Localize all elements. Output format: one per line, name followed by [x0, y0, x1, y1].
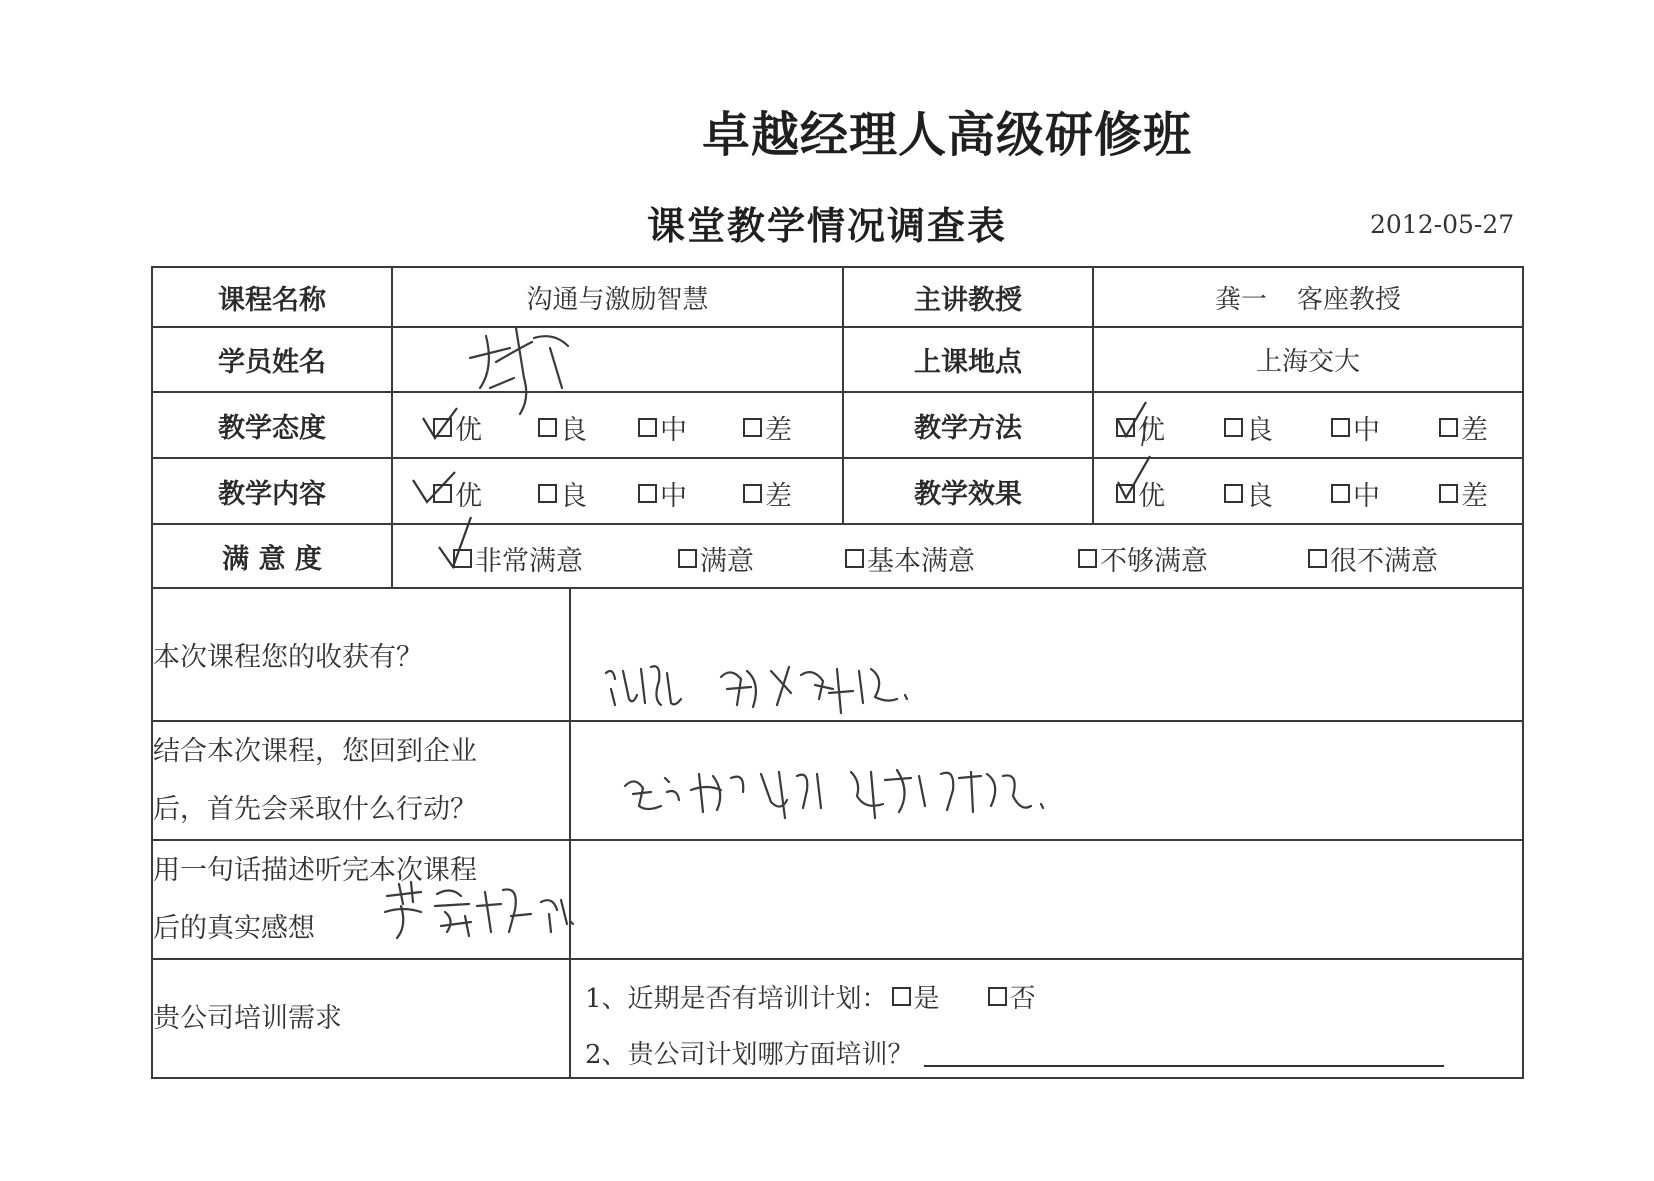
action-row [152, 721, 1523, 840]
training-area-input[interactable] [924, 1039, 1444, 1067]
feeling-row [152, 840, 1523, 959]
action-question [152, 721, 570, 840]
attitude-method-row [152, 392, 1523, 458]
training-plan-question [585, 978, 1036, 1015]
training-row [152, 959, 1523, 1078]
feeling-question-line2: 后的真实感想 [153, 912, 315, 944]
content-option-excellent[interactable]: 优 [433, 474, 482, 513]
checkbox[interactable] [1439, 418, 1458, 437]
student-row [152, 327, 1523, 392]
satisfaction-row [152, 524, 1523, 588]
action-answer-field[interactable] [570, 721, 1523, 840]
survey-table [151, 266, 1524, 1079]
training-answer-field [570, 959, 1523, 1078]
checkbox[interactable] [1116, 418, 1135, 437]
satisfaction-option-not-satisfied[interactable]: 不够满意 [1078, 539, 1208, 578]
satisfaction-label: 满 意 度 [152, 524, 392, 588]
satisfaction-option-very-satisfied[interactable]: 非常满意 [453, 539, 583, 578]
checkbox[interactable] [988, 987, 1007, 1006]
checkbox[interactable] [1078, 549, 1097, 568]
satisfaction-option-satisfied[interactable]: 满意 [678, 539, 754, 578]
checkbox[interactable] [1224, 484, 1243, 503]
professor-name: 龚一 [1215, 284, 1268, 315]
attitude-option-poor[interactable]: 差 [743, 408, 792, 447]
checkbox[interactable] [892, 987, 911, 1006]
attitude-option-fair[interactable]: 中 [638, 408, 687, 447]
checkbox[interactable] [1439, 484, 1458, 503]
checkbox[interactable] [453, 549, 472, 568]
location-value: 上海交大 [1093, 327, 1523, 392]
checkbox[interactable] [845, 549, 864, 568]
effect-option-excellent[interactable]: 优 [1116, 474, 1165, 513]
gain-question: 本次课程您的收获有？ [152, 588, 570, 721]
handwriting-action [621, 762, 1131, 832]
handwriting-gain [601, 659, 941, 719]
training-need-label: 贵公司培训需求 [152, 959, 570, 1078]
effect-option-good[interactable]: 良 [1224, 474, 1273, 513]
checkbox[interactable] [1308, 549, 1327, 568]
content-option-good[interactable]: 良 [538, 474, 587, 513]
method-option-poor[interactable]: 差 [1439, 408, 1488, 447]
checkbox[interactable] [1116, 484, 1135, 503]
training-plan-yes[interactable]: 是 [892, 978, 940, 1015]
attitude-option-excellent[interactable]: 优 [433, 408, 482, 447]
course-name-value: 沟通与激励智慧 [392, 267, 843, 327]
content-option-poor[interactable]: 差 [743, 474, 792, 513]
method-option-excellent[interactable]: 优 [1116, 408, 1165, 447]
satisfaction-option-basically-satisfied[interactable]: 基本满意 [845, 539, 975, 578]
attitude-option-good[interactable]: 良 [538, 408, 587, 447]
effect-option-poor[interactable]: 差 [1439, 474, 1488, 513]
form-subtitle: 课堂教学情况调查表 [646, 204, 1007, 248]
method-option-good[interactable]: 良 [1224, 408, 1273, 447]
training-plan-label: 1、近期是否有培训计划： [585, 984, 888, 1014]
attitude-label: 教学态度 [152, 392, 392, 458]
student-name-label: 学员姓名 [152, 327, 392, 392]
content-option-fair[interactable]: 中 [638, 474, 687, 513]
feeling-question-line1: 用一句话描述听完本次课程 [153, 854, 477, 886]
checkbox[interactable] [638, 484, 657, 503]
training-plan-no[interactable]: 否 [988, 978, 1036, 1015]
form-date: 2012-05-27 [1370, 210, 1515, 239]
method-option-fair[interactable]: 中 [1331, 408, 1380, 447]
checkbox[interactable] [433, 484, 452, 503]
satisfaction-options [392, 524, 1523, 588]
method-label: 教学方法 [843, 392, 1093, 458]
content-effect-row [152, 458, 1523, 524]
training-area-question [585, 1034, 1444, 1071]
professor-value [1093, 267, 1523, 327]
checkbox[interactable] [678, 549, 697, 568]
location-label: 上课地点 [843, 327, 1093, 392]
form-title: 卓越经理人高级研修班 [701, 107, 1192, 163]
feeling-answer-field[interactable] [570, 840, 1523, 959]
action-question-line1: 结合本次课程，您回到企业 [153, 735, 477, 767]
course-name-label: 课程名称 [152, 267, 392, 327]
checkbox[interactable] [1331, 418, 1350, 437]
satisfaction-option-very-unsatisfied[interactable]: 很不满意 [1308, 539, 1438, 578]
effect-options [1093, 458, 1523, 524]
gain-row [152, 588, 1523, 721]
training-area-label: 2、贵公司计划哪方面培训？ [585, 1040, 914, 1070]
checkbox[interactable] [538, 484, 557, 503]
effect-option-fair[interactable]: 中 [1331, 474, 1380, 513]
professor-label: 主讲教授 [843, 267, 1093, 327]
course-row [152, 267, 1523, 327]
checkbox[interactable] [743, 484, 762, 503]
checkbox[interactable] [1331, 484, 1350, 503]
content-options [392, 458, 843, 524]
checkbox[interactable] [1224, 418, 1243, 437]
handwriting-feeling [381, 876, 641, 956]
gain-answer-field[interactable] [570, 588, 1523, 721]
professor-title: 客座教授 [1297, 284, 1402, 315]
checkbox[interactable] [743, 418, 762, 437]
action-question-line2: 后，首先会采取什么行动？ [153, 793, 477, 825]
checkbox[interactable] [638, 418, 657, 437]
method-options [1093, 392, 1523, 458]
content-label: 教学内容 [152, 458, 392, 524]
student-signature [450, 318, 590, 428]
effect-label: 教学效果 [843, 458, 1093, 524]
